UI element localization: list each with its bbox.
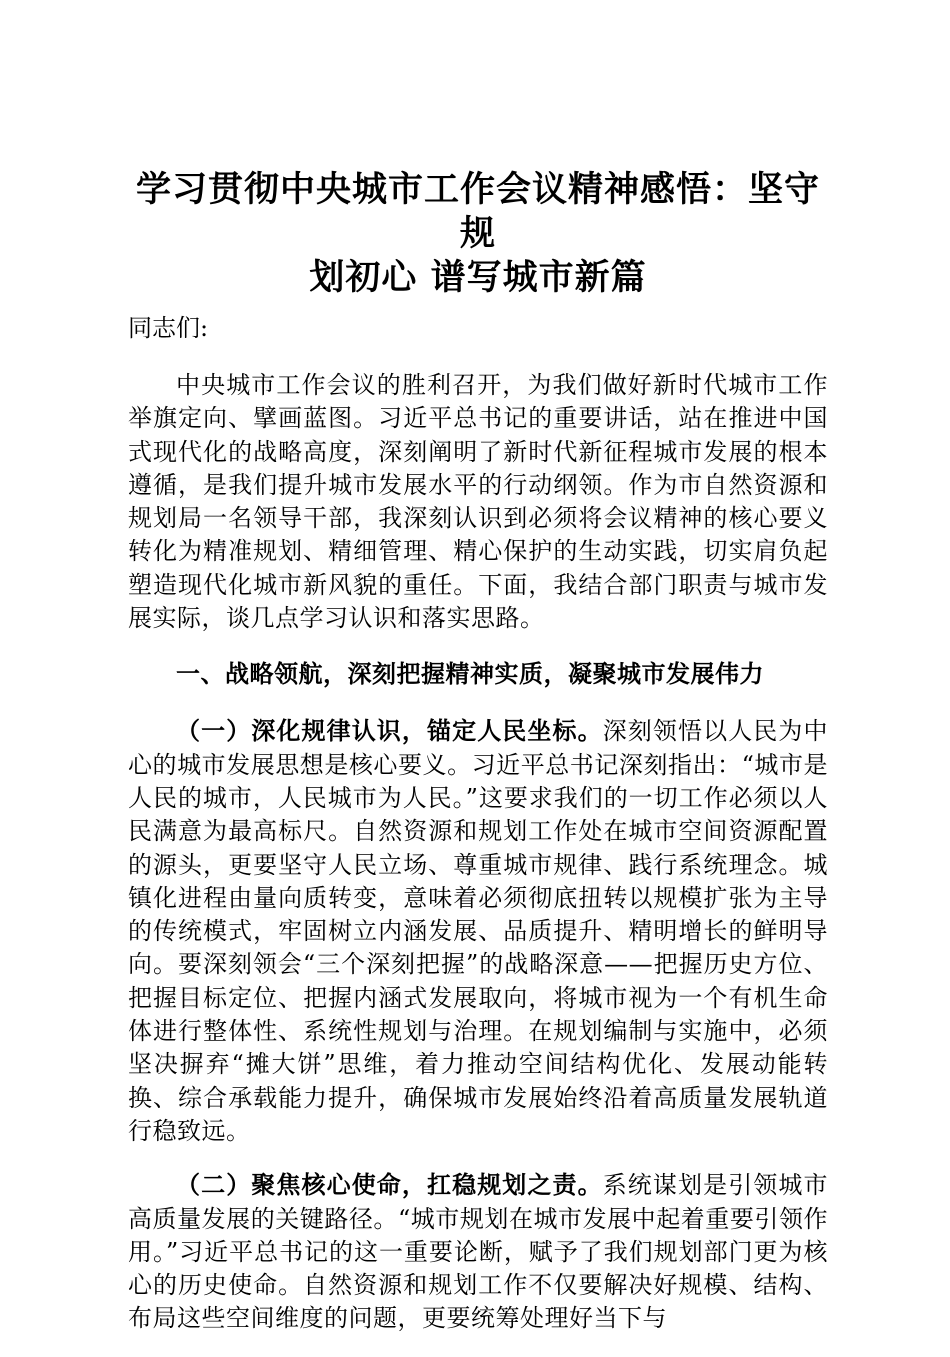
section-1-heading: 一、战略领航，深刻把握精神实质，凝聚城市发展伟力 <box>176 660 764 689</box>
document-page <box>128 168 828 1357</box>
salutation: 同志们: <box>128 314 209 342</box>
title-line-2: 划初心 谱写城市新篇 <box>309 257 647 298</box>
subsection-2-body: 系统谋划是引领城市高质量发展的关键路径。“城市规划在城市发展中起着重要引领作用。”习近平总书记的这一重要论断，赋予了我们规划部门更为核心的历史使命。自然资源和规划工作不仅要解决好规模、结构、布局这些空间维度的问题，更要统筹处理好当下与 <box>128 1171 829 1333</box>
title-line-1: 学习贯彻中央城市工作会议精神感悟：坚守规 <box>135 169 820 254</box>
subsection-1-paragraph <box>128 715 828 1148</box>
subsection-1-lead: （一）深化规律认识，锚定人民坐标。 <box>176 717 603 746</box>
intro-paragraph: 中央城市工作会议的胜利召开，为我们做好新时代城市工作举旗定向、擘画蓝图。习近平总书记的重要讲话，站在推进中国式现代化的战略高度，深刻阐明了新时代新征程城市发展的根本遵循，是我们提升城市发展水平的行动纲领。作为市自然资源和规划局一名领导干部，我深刻认识到必须将会议精神的核心要义转化为精准规划、精细管理、精心保护的生动实践，切实肩负起塑造现代化城市新风貌的重任。下面，我结合部门职责与城市发展实际，谈几点学习认识和落实思路。 <box>128 371 828 633</box>
subsection-1-body: 深刻领悟以人民为中心的城市发展思想是核心要义。习近平总书记深刻指出：“城市是人民的城市，人民城市为人民。”这要求我们的一切工作必须以人民满意为最高标尺。自然资源和规划工作处在城市空间资源配置的源头，更要坚守人民立场、尊重城市规律、践行系统理念。城镇化进程由量向质转变，意味着必须彻底扭转以规模扩张为主导的传统模式，牢固树立内涵发展、品质提升、精明增长的鲜明导向。要深刻领会“三个深刻把握”的战略深意——把握历史方位、把握目标定位、把握内涵式发展取向，将城市视为一个有机生命体进行整体性、系统性规划与治理。在规划编制与实施中，必须坚决摒弃“摊大饼”思维，着力推动空间结构优化、发展动能转换、综合承载能力提升，确保城市发展始终沿着高质量发展轨道行稳致远。 <box>128 717 829 1145</box>
subsection-2-lead: （二）聚焦核心使命，扛稳规划之责。 <box>176 1171 603 1200</box>
document-title <box>122 168 834 300</box>
subsection-2-paragraph <box>128 1169 828 1335</box>
